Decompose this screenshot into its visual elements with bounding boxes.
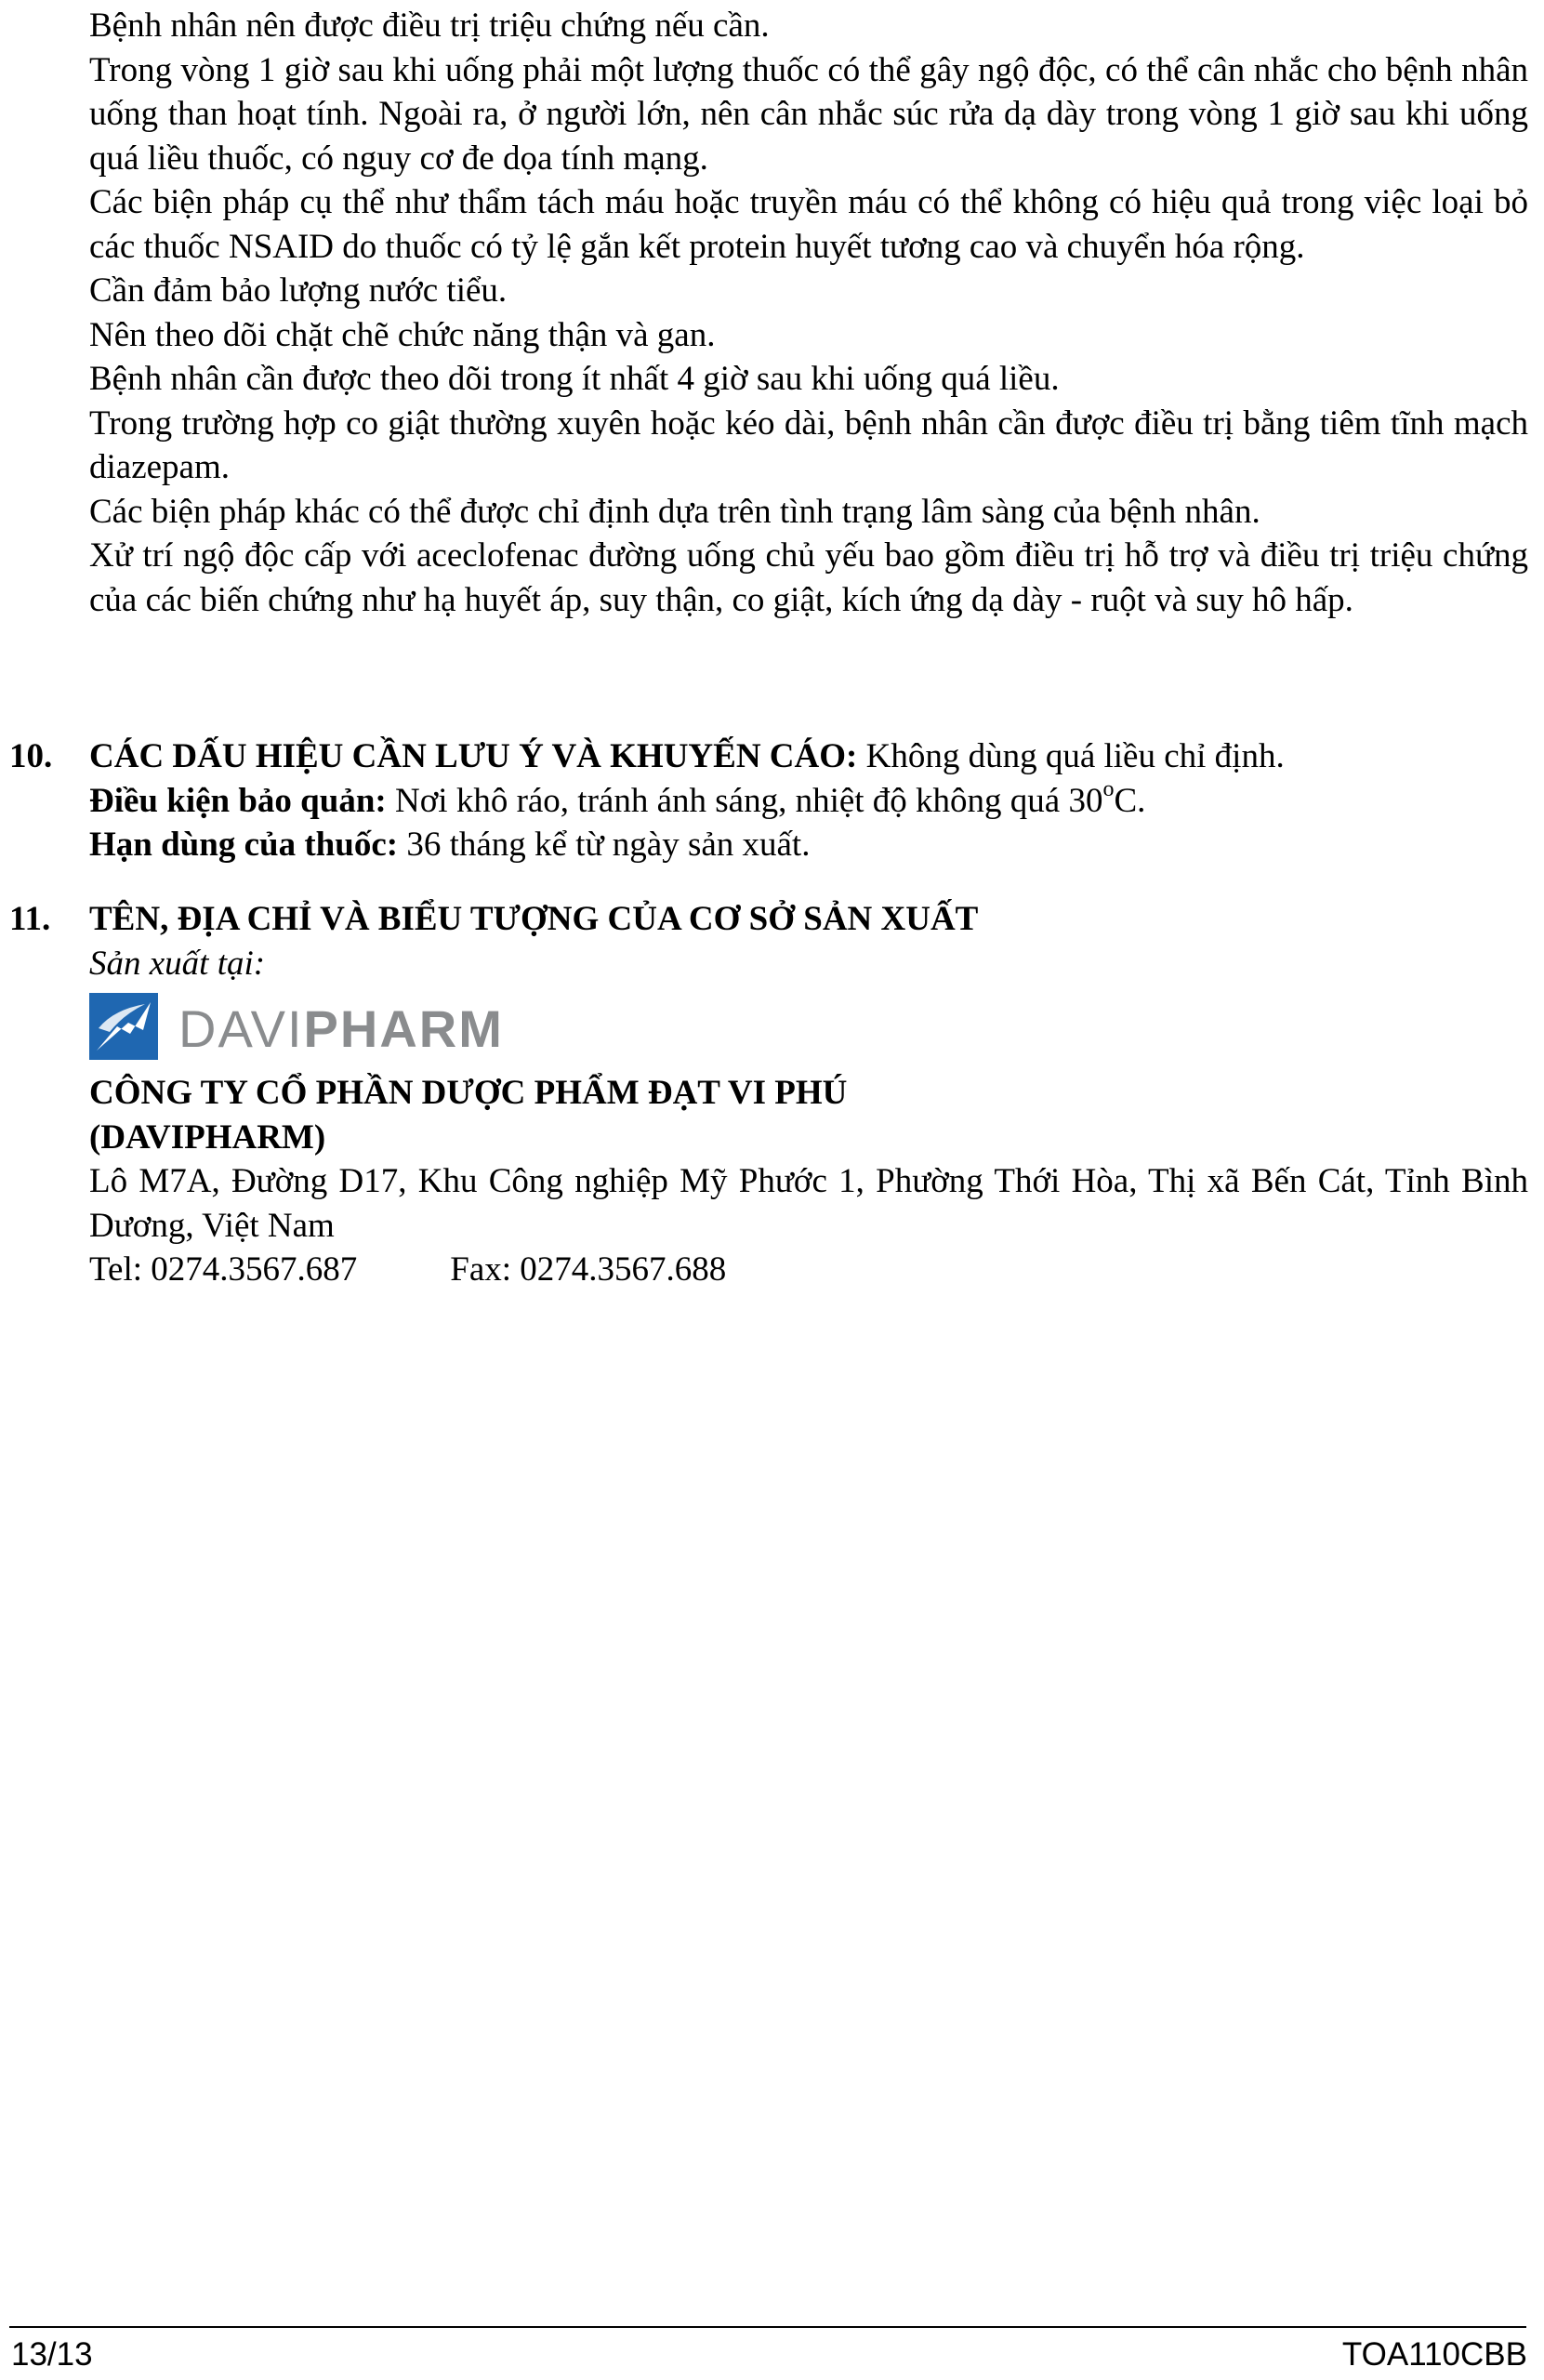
- paragraph: Các biện pháp khác có thể được chỉ định dựa trên tình trạng lâm sàng của bệnh nhân.: [89, 492, 1260, 531]
- logo-wordmark: DAVIPHARM: [178, 999, 504, 1058]
- company-info: [89, 1071, 1528, 1292]
- paragraph: Trong trường hợp co giật thường xuyên hoặc kéo dài, bệnh nhân cần được điều trị bằng tiêm tĩnh mạch diazepam.: [89, 403, 1528, 486]
- paragraph: Xử trí ngộ độc cấp với aceclofenac đường uống chủ yếu bao gồm điều trị hỗ trợ và điều trị triệu chứng của các biến chứng như hạ huyết áp, suy thận, co giật, kích ứng dạ dày - ruột và suy hô hấp.: [89, 536, 1528, 619]
- davipharm-logo: [89, 991, 610, 1062]
- company-address: Lô M7A, Đường D17, Khu Công nghiệp Mỹ Phước 1, Phường Thới Hòa, Thị xã Bến Cát, Tỉnh Bình Dương, Việt Nam: [89, 1162, 1528, 1245]
- expiry-label: Hạn dùng của thuốc:: [89, 826, 399, 864]
- section-text: Không dùng quá liều chỉ định.: [857, 737, 1285, 775]
- storage-text: Nơi khô ráo, tránh ánh sáng, nhiệt độ không quá 30: [386, 781, 1103, 820]
- storage-line: [89, 779, 1534, 824]
- company-short-name: (DAVIPHARM): [89, 1117, 326, 1157]
- section-10: [9, 734, 1534, 867]
- contact-line: [89, 1248, 1528, 1292]
- storage-unit: C.: [1114, 781, 1146, 820]
- paragraph: Trong vòng 1 giờ sau khi uống phải một lượng thuốc có thể gây ngộ độc, có thể cân nhắc cho bệnh nhân uống than hoạt tính. Ngoài ra, ở người lớn, nên cân nhắc súc rửa dạ dày trong vòng 1 giờ sau khi uống quá liều thuốc, có nguy cơ đe dọa tính mạng.: [89, 50, 1528, 178]
- document-code: TOA110CBB: [1341, 2336, 1527, 2373]
- company-name: CÔNG TY CỔ PHẦN DƯỢC PHẨM ĐẠT VI PHÚ: [89, 1074, 848, 1112]
- paragraph: Cần đảm bảo lượng nước tiểu.: [89, 271, 508, 310]
- footer-divider: [9, 2326, 1526, 2328]
- paragraph: Bệnh nhân cần được theo dõi trong ít nhất 4 giờ sau khi uống quá liều.: [89, 360, 1060, 398]
- section-number: 11.: [9, 900, 51, 938]
- logo-square: [89, 993, 158, 1060]
- logo-graphic: [89, 991, 610, 1062]
- degree-sup: o: [1102, 777, 1115, 802]
- section-11: [9, 897, 1534, 985]
- expiry-text: 36 tháng kể từ ngày sản xuất.: [398, 826, 811, 864]
- expiry-line: [89, 823, 1534, 867]
- section-title: TÊN, ĐỊA CHỈ VÀ BIỂU TƯỢNG CỦA CƠ SỞ SẢN XUẤT: [89, 900, 979, 938]
- made-at-label: Sản xuất tại:: [89, 944, 266, 983]
- tel: Tel: 0274.3567.687: [89, 1250, 358, 1289]
- storage-label: Điều kiện bảo quản:: [89, 781, 387, 820]
- paragraph: Bệnh nhân nên được điều trị triệu chứng nếu cần.: [89, 7, 770, 45]
- overdose-treatment-section: [89, 4, 1528, 622]
- warnings-line: [89, 734, 1534, 779]
- paragraph: Nên theo dõi chặt chẽ chức năng thận và gan.: [89, 315, 716, 354]
- section-number: 10.: [9, 737, 53, 775]
- section-title: CÁC DẤU HIỆU CẦN LƯU Ý VÀ KHUYẾN CÁO:: [89, 737, 858, 775]
- page-number: 13/13: [11, 2336, 93, 2373]
- fax: Fax: 0274.3567.688: [450, 1250, 727, 1289]
- paragraph: Các biện pháp cụ thể như thẩm tách máu hoặc truyền máu có thể không có hiệu quả trong việc loại bỏ các thuốc NSAID do thuốc có tỷ lệ gắn kết protein huyết tương cao và chuyển hóa rộng.: [89, 183, 1528, 266]
